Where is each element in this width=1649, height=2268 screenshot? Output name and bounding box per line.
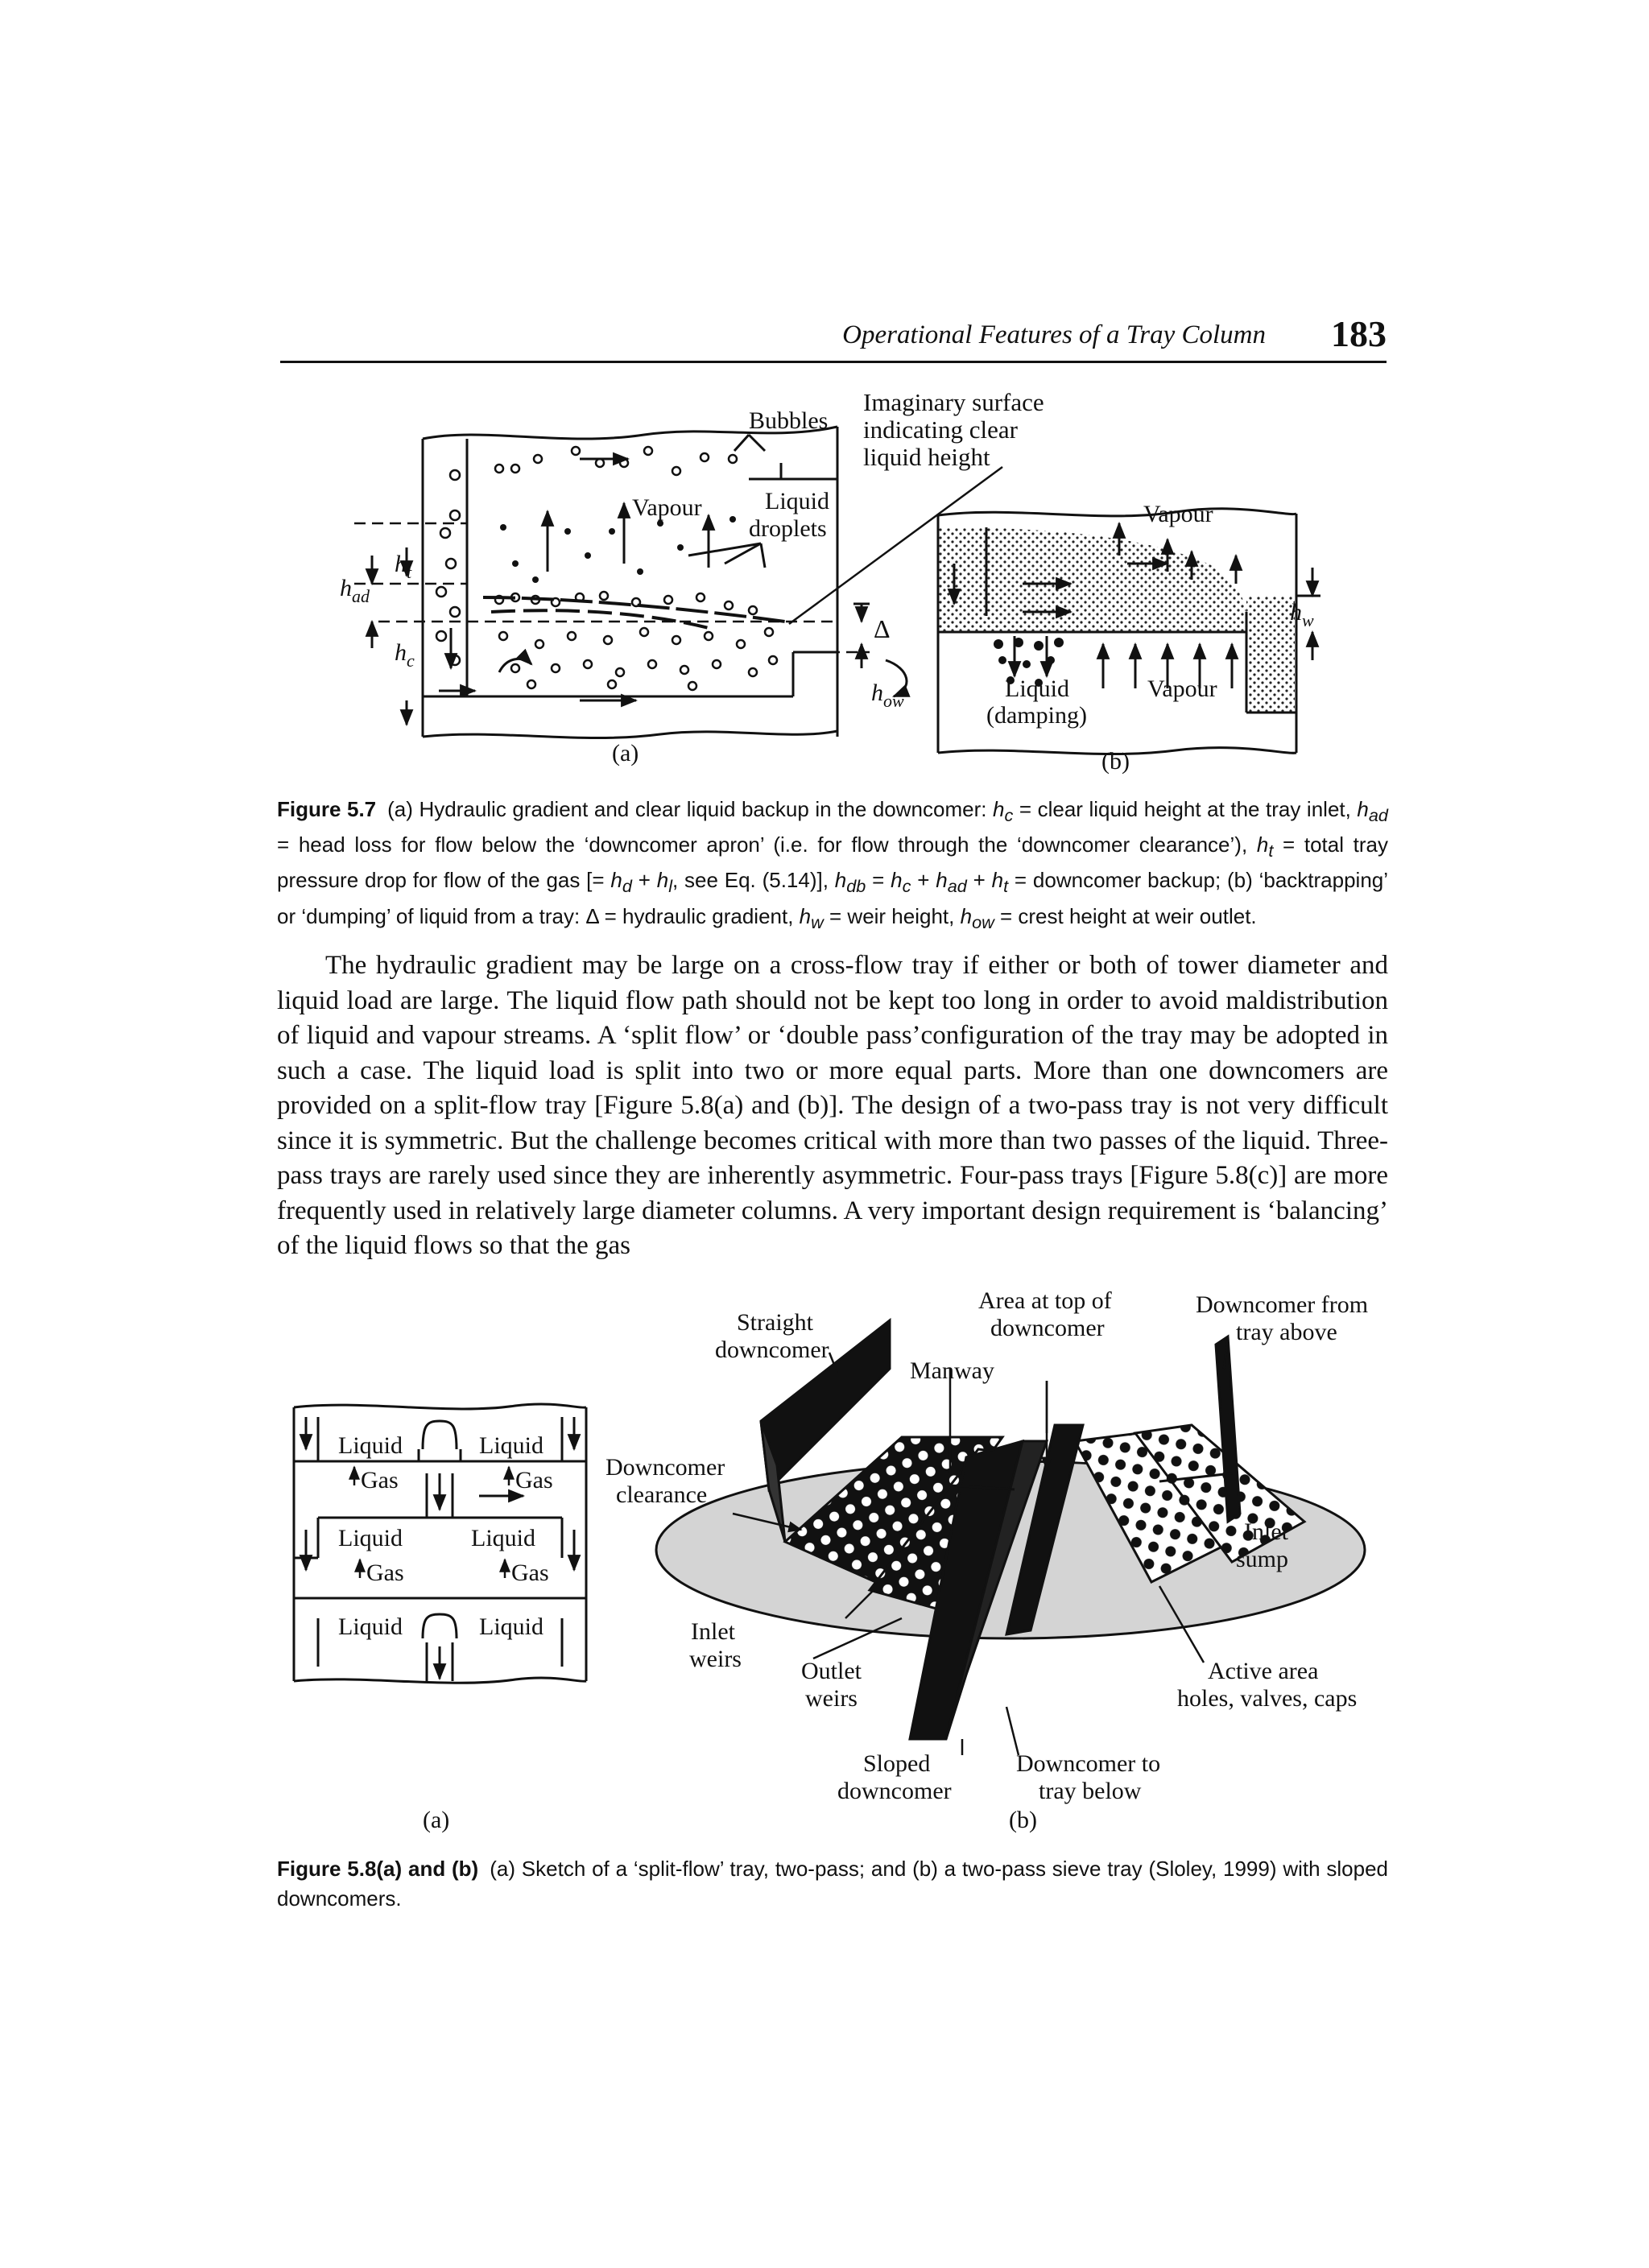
label-gas: Gas (515, 1467, 553, 1493)
label-active-area-1: Active area (1208, 1658, 1319, 1684)
caption-5-7-var: h (799, 903, 812, 928)
label-outlet-weirs-1: Outlet (801, 1658, 862, 1684)
caption-5-7-var: h (1357, 797, 1369, 821)
label-outlet-weirs-2: weirs (805, 1685, 858, 1712)
label-liquid: Liquid (338, 1525, 403, 1551)
running-title: Operational Features of a Tray Column (842, 320, 1266, 349)
label-downcomer-clearance-2: clearance (616, 1481, 708, 1508)
caption-5-7-sub: c (1004, 805, 1014, 826)
caption-5-7-part: = (866, 868, 891, 893)
label-imaginary-surface-2: indicating clear (863, 415, 1018, 444)
label-downcomer-from-2: tray above (1236, 1319, 1337, 1345)
label-imaginary-surface-3: liquid height (863, 443, 990, 471)
label-inlet-sump-1: Inlet (1244, 1518, 1288, 1545)
label-liquid-droplets-2: droplets (749, 515, 827, 542)
label-liquid: Liquid (479, 1432, 543, 1459)
caption-5-7-sub: ow (972, 911, 994, 932)
label-area-top-2: downcomer (990, 1315, 1105, 1341)
caption-5-7-sub: w (811, 911, 824, 932)
label-liquid-droplets-1: Liquid (765, 488, 829, 514)
caption-5-7-part: = clear liquid height at the tray inlet, (1013, 797, 1358, 821)
caption-5-7-part: = weir height, (823, 903, 961, 928)
page-number: 183 (1331, 313, 1387, 354)
caption-5-7-var: h (1256, 832, 1269, 857)
label-vapour-b-bottom: Vapour (1147, 675, 1217, 702)
label-inlet-sump-2: sump (1236, 1546, 1289, 1572)
panel-label-5-7a: (a) (612, 740, 639, 766)
caption-5-7-sub: ad (947, 876, 967, 897)
caption-5-7-sub: d (622, 876, 632, 897)
caption-5-7-var: h (993, 797, 1005, 821)
label-liquid: Liquid (338, 1613, 403, 1640)
label-gas: Gas (366, 1560, 404, 1586)
figure-5-8-number: Figure 5.8(a) and (b) (277, 1857, 479, 1881)
label-sloped-downcomer-1: Sloped (863, 1750, 931, 1777)
caption-5-7-var: h (891, 868, 903, 893)
label-straight-downcomer-2: downcomer (715, 1336, 829, 1363)
label-downcomer-from-1: Downcomer from (1196, 1291, 1369, 1318)
caption-5-7-var: h (936, 868, 948, 893)
figure-5-8a-labels (338, 1432, 553, 1833)
caption-5-7-part: = head loss for flow below the ‘downcomer apron’ (i.e. for flow through the ‘downcomer clearance’), (277, 832, 1257, 857)
label-inlet-weirs-1: Inlet (691, 1618, 735, 1645)
label-downcomer-to-2: tray below (1039, 1778, 1142, 1804)
caption-5-7-part: (a) Hydraulic gradient and clear liquid backup in the downcomer: (387, 797, 993, 821)
label-active-area-2: holes, valves, caps (1177, 1685, 1358, 1712)
label-downcomer-to-1: Downcomer to (1016, 1750, 1161, 1777)
figure-5-7-number: Figure 5.7 (277, 797, 377, 821)
caption-5-7-sub: db (846, 876, 866, 897)
caption-5-7-sub: t (1003, 876, 1009, 897)
label-hw: $h_w$ (1290, 599, 1314, 630)
label-vapour-a: Vapour (632, 494, 702, 521)
label-delta: Δ (874, 614, 891, 643)
label-area-top-1: Area at top of (978, 1287, 1112, 1314)
caption-5-7-var: h (834, 868, 847, 893)
caption-5-7-sub: c (902, 876, 911, 897)
label-straight-downcomer-1: Straight (737, 1309, 813, 1336)
caption-5-7-var: h (991, 868, 1004, 893)
caption-5-7-sub: l (668, 876, 672, 897)
label-gas: Gas (361, 1467, 399, 1493)
label-manway: Manway (910, 1357, 994, 1384)
caption-5-7-part: + (631, 868, 657, 893)
body-paragraph: The hydraulic gradient may be large on a cross-flow tray if either or both of tower diameter and liquid load are large. The liquid flow path should not be kept too long in order to avoid maldistribution of liquid and vapour streams. A ‘split flow’ or ‘double pass’configuration of the tray may be adopted in such a case. The liquid load is split into two or more equal parts. More than one downcomers are provided on a split-flow tray [Figure 5.8(a) and (b)]. The design of a two-pass tray is not very difficult since it is symmetric. But the challenge becomes critical with more than two passes of the liquid. Three-pass trays are rarely used since they are inherently asymmetric. Four-pass trays [Figure 5.8(c)] are more frequently used in relatively large diameter columns. A very important design requirement is ‘balancing’ of the liquid flows so that the gas (277, 951, 1388, 1260)
label-liquid: Liquid (338, 1432, 403, 1459)
panel-label-5-8b: (b) (1009, 1807, 1037, 1833)
caption-5-7-part: + (966, 868, 992, 893)
label-had: $h_{ad}$ (340, 575, 370, 606)
figure-5-8-caption-text: (a) Sketch of a ‘split-flow’ tray, two-pass; and (b) a two-pass sieve tray (Sloley, 1999) with sloped downcomers. (277, 1857, 1388, 1911)
label-bubbles: Bubbles (749, 407, 829, 434)
figure-5-8-caption (277, 1854, 1388, 1914)
panel-label-5-8a: (a) (423, 1807, 450, 1833)
panel-label-5-7b: (b) (1101, 748, 1130, 775)
caption-5-7-var: h (610, 868, 622, 893)
caption-5-7-sub: t (1268, 841, 1274, 861)
caption-5-7-part: + (911, 868, 936, 893)
caption-5-7-var: h (960, 903, 973, 928)
label-sloped-downcomer-2: downcomer (837, 1778, 952, 1804)
label-imaginary-surface-1: Imaginary surface (863, 388, 1044, 416)
label-inlet-weirs-2: weirs (689, 1646, 742, 1672)
caption-5-7-part: , see Eq. (5.14)], (672, 868, 835, 893)
caption-5-7-part: = downcomer backup; (b) ‘backtrapping’ or ‘dumping’ of liquid from a tray: Δ = hydraulic gradient, (277, 868, 1389, 928)
label-liquid: Liquid (479, 1613, 543, 1640)
caption-5-7-var: h (656, 868, 669, 893)
caption-5-7-part: = total tray pressure drop for flow of the gas [= (277, 832, 1389, 893)
label-damping-b: (damping) (986, 702, 1087, 729)
caption-5-7-part: = crest height at weir outlet. (994, 903, 1257, 928)
label-ht: $h_t$ (395, 551, 412, 582)
label-liquid: Liquid (471, 1525, 535, 1551)
label-hc: $h_c$ (395, 639, 415, 671)
label-how: $h_{ow}$ (871, 680, 904, 711)
label-liquid-b: Liquid (1005, 675, 1069, 702)
label-vapour-b-top: Vapour (1143, 501, 1213, 527)
label-downcomer-clearance-1: Downcomer (605, 1454, 725, 1481)
caption-5-7-sub: ad (1368, 805, 1388, 826)
label-gas: Gas (511, 1560, 549, 1586)
